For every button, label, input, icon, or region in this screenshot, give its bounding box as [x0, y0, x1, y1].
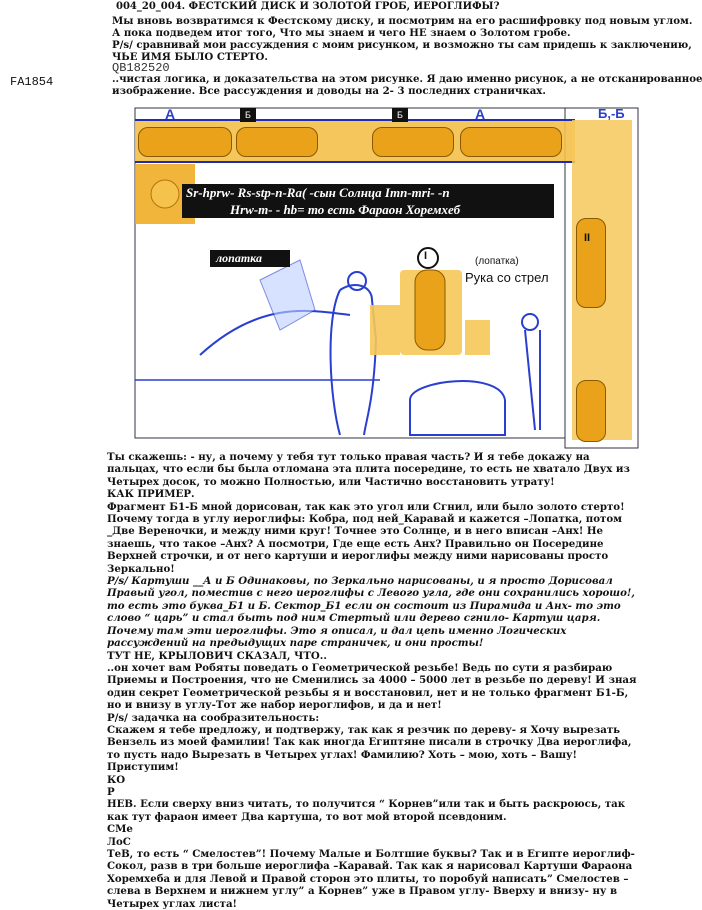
mark-b-left: Б: [240, 108, 256, 122]
shovel-label-2: (лопатка): [475, 256, 519, 267]
paragraph-1: Ты скажешь: - ну, а почему у тебя тут только правая часть? И я тебе докажу на пальцах, что если бы была отломана эта плита посередине, то есть не хватало Двух из Четырех досок, то можно Полностью, или Частично восстановить утрату!: [107, 451, 630, 488]
body-text: [107, 451, 637, 910]
document-title: 004_20_004. ФЕСТСКИЙ ДИСК И ЗОЛОТОЙ ГРОБ, ИЕРОГЛИФЫ?: [116, 1, 500, 12]
mark-a-right: А: [475, 106, 486, 122]
header-line-1: Мы вновь возвратимся к Фестскому диску, и посмотрим на его расшифровку под новым углом.: [112, 15, 693, 27]
paragraph-10: Р: [107, 785, 115, 798]
paragraph-8: Скажем я тебе предложу, и подтвержу, так как я резчик по дереву- я Хочу вырезать Вензель из моей фамилии! Так как иногда Египтяне писали в строчку Два иероглифа, то пусть надо Вырезать в Четырех углах! Фамилию? Хоть – мою, хоть – Вашу! Приступим!: [107, 723, 632, 774]
paragraph-11: НЕВ. Если сверху вниз читать, то получится “ Корнев”или так и быть раскроюсь, так как тут фараон имеет Два картуша, то вот мой второй псевдоним.: [107, 798, 626, 823]
header-line-6: изображение. Все рассуждения и доводы на 2- 3 последних страничках.: [112, 85, 546, 97]
cartouche-side-1: [576, 218, 606, 308]
paragraph-12: СМе: [107, 823, 133, 836]
cartouche-side-2: [576, 380, 606, 442]
header-line-4: ЧЬЕ ИМЯ БЫЛО СТЕРТО.: [112, 51, 268, 63]
paragraph-14: ТеВ, то есть “ Смелостев”! Почему Малые и Болтшие буквы? Так и в Египте иероглиф-Сокол, разв в три больше иероглифа –Каравай. Так как я нарисовал Картуши Фараона Хоремхеба и для Левой и Правой сторон это плиты, то поробуй написать” Смелостев – слева в Верхнем и нижнем углу” а Корнев” уже в Правом углу- Вверху и внизу- ну в Четырех углах листа!: [107, 848, 635, 910]
roman-one: I: [424, 250, 428, 262]
hand-drawing: [110, 100, 638, 450]
shovel-tag: [210, 250, 290, 267]
mark-a-left: А: [165, 106, 176, 122]
paragraph-4: P/s/ Картуши __А и Б Одинаковы, по Зеркально нарисованы, и я просто Дорисовал Правый угол, поместив с него иероглифы с Левого угла, где они сохранились хорошо!, то есть это буква_Б1 и Б. Сектор_Б1 если он состоит из Пирамида и Анх- то это слово “ царь” и стал быть под ним Стертый или дерево сгнило- Картуш царя. Почему там эти иероглифы. Это я описал, и дал цепь именно Логических рассуждений на предыдущих паре страничек, и они просты!: [107, 575, 635, 650]
hand-label: Рука со стрел: [465, 270, 549, 285]
paragraph-2: КАК ПРИМЕР.: [107, 488, 195, 501]
roman-two: II: [584, 232, 591, 244]
side-code-left: FA1854: [10, 75, 54, 89]
header-line-5: ..чистая логика, и доказательства на этом рисунке. Я даю именно рисунок, а не отсканированное: [112, 73, 702, 85]
cartouche-a-right: [460, 127, 562, 157]
cartouche-a-left: [138, 127, 232, 157]
paragraph-9: КО: [107, 773, 126, 786]
translit-bar: [182, 184, 554, 218]
side-code-mid: QB182520: [112, 61, 170, 75]
mark-b-b: Б,-Б: [598, 106, 625, 121]
paragraph-13: ЛоС: [107, 835, 131, 848]
translit-line-1: Sr-hprw- Rs-stp-n-Ra( -сын Солнца Imn-mri- -n: [186, 185, 450, 200]
header-line-3: P/s/ сравнивай мои рассуждения с моим рисунком, и возможно ты сам придешь к заключению,: [112, 39, 692, 51]
paragraph-6: ..он хочет вам Робяты поведать о Геометрической резьбе! Ведь по сути я разбираю Приемы и Построения, что не Сменились за 4000 – 5000 лет в резьбе по дереву! И зная один секрет Геометрической резьбы я и восстановил, нет и не только фрагмент Б1-Б, но и внизу в углу-Тот же набор иероглифов, и да и нет!: [107, 661, 637, 712]
translit-line-2: Hrw-m- - hb= то есть Фараон Хоремхеб: [230, 202, 461, 217]
paragraph-5: ТУТ НЕ, КРЫЛОВИЧ СКАЗАЛ, ЧТО..: [107, 649, 327, 662]
shovel-label: лопатка: [216, 251, 262, 265]
cartouche-b-right: [372, 127, 454, 157]
mark-b-right: Б: [392, 108, 408, 122]
cartouche-b-left: [236, 127, 318, 157]
paragraph-3: Фрагмент Б1-Б мной дорисован, так как это угол или Сгнил, или было золото стерто! Почему тогда в углу иероглифы: Кобра, под ней_Каравай и кажется –Лопатка, потом _Две Вереночки, и между ними круг! Точнее это Солнце, и в него вписан –Анх! Не знаешь, что такое –Анх? А посмотри, Где еще есть Анх? Правильно он Посередине Верхней строчки, и от него картуши и иероглифы между ними нарисованы просто Зеркально!: [107, 500, 625, 575]
header-line-2: А пока подведем итог того, Что мы знаем и чего НЕ знаем о Золотом гробе.: [112, 27, 571, 39]
paragraph-7: P/s/ задачка на сообразительность:: [107, 711, 320, 724]
